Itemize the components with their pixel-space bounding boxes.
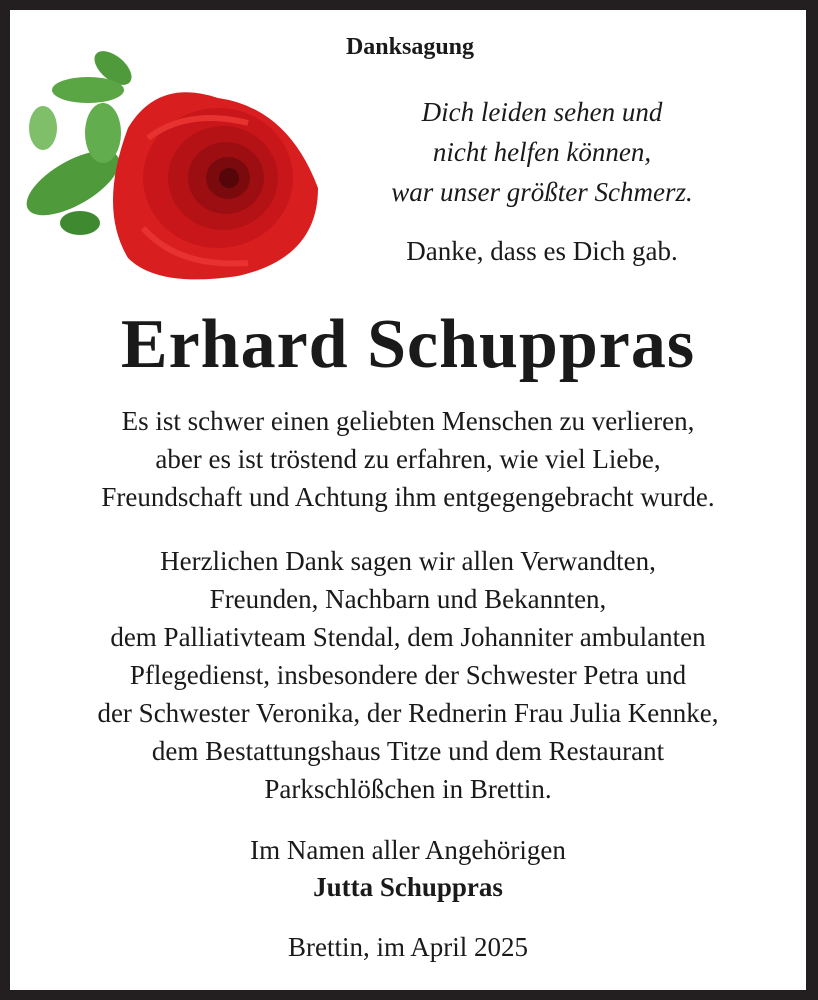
text-line: Parkschlößchen in Brettin. [264,774,552,804]
deceased-name: Erhard Schuppras [120,306,696,383]
poem-line: nicht helfen können, [432,137,652,167]
closing: Im Namen aller Angehörigen [250,835,566,865]
text-line: dem Palliativteam Stendal, dem Johanniter ambulanten [110,622,706,652]
poem-line: war unser größter Schmerz. [391,177,693,207]
text-line: Freundschaft und Achtung ihm entgegengebracht wurde. [101,482,715,512]
paragraph-1 [10,402,806,516]
text-line: Es ist schwer einen geliebten Menschen zu verlieren, [121,406,695,436]
poem [340,92,744,212]
poem-line: Dich leiden sehen und [421,97,663,127]
signer: Jutta Schuppras [313,872,503,902]
thanks-line: Danke, dass es Dich gab. [406,236,678,266]
place-date: Brettin, im April 2025 [288,932,528,962]
obituary-notice [10,10,806,990]
text-line: Freunden, Nachbarn und Bekannten, [209,584,607,614]
rose-bloom [113,92,318,279]
text-line: Pflegedienst, insbesondere der Schwester Petra und [129,660,687,690]
text-line: dem Bestattungshaus Titze und dem Restaurant [151,736,665,766]
text-line: aber es ist tröstend zu erfahren, wie viel Liebe, [155,444,661,474]
rose-image [18,38,348,288]
heading: Danksagung [345,34,475,60]
text-line: der Schwester Veronika, der Rednerin Frau Julia Kennke, [97,698,719,728]
paragraph-2 [10,542,806,808]
text-line: Herzlichen Dank sagen wir allen Verwandten, [160,546,656,576]
